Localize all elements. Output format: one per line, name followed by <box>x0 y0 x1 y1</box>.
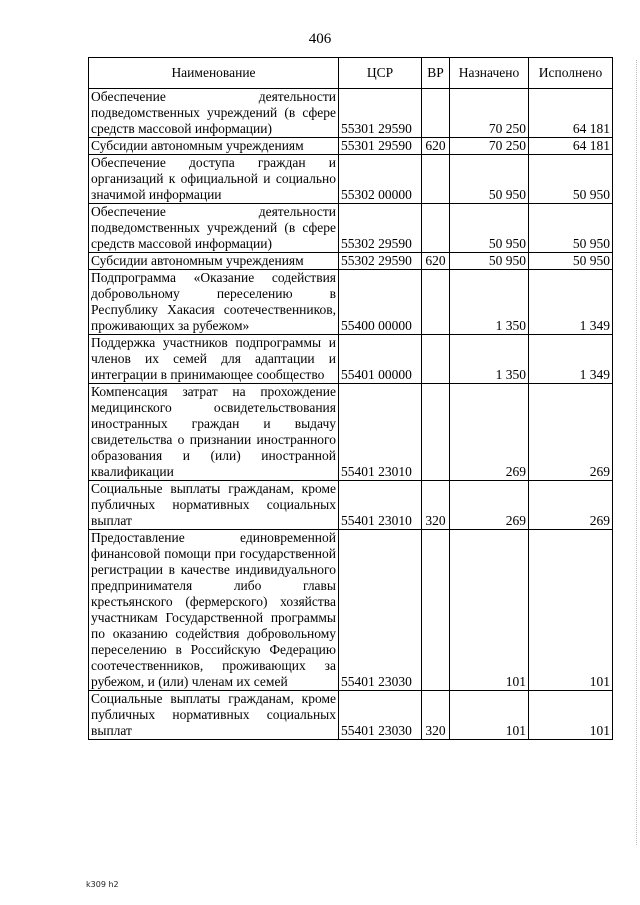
header-executed: Исполнено <box>529 58 613 89</box>
row-executed: 50 950 <box>529 155 613 204</box>
row-vr <box>422 89 450 138</box>
row-csr: 55302 29590 <box>339 253 422 270</box>
row-executed: 1 349 <box>529 270 613 335</box>
table-row <box>89 481 613 530</box>
table-row <box>89 253 613 270</box>
row-executed: 64 181 <box>529 138 613 155</box>
row-assigned: 269 <box>450 481 529 530</box>
row-csr: 55401 23030 <box>339 530 422 691</box>
header-name: Наименование <box>89 58 339 89</box>
row-vr <box>422 155 450 204</box>
row-csr: 55401 23010 <box>339 384 422 481</box>
row-name: Субсидии автономным учреждениям <box>89 253 339 270</box>
row-vr <box>422 384 450 481</box>
header-assigned: Назначено <box>450 58 529 89</box>
row-assigned: 269 <box>450 384 529 481</box>
row-vr <box>422 530 450 691</box>
row-vr <box>422 204 450 253</box>
row-name: Обеспечение деятельности подведомственных учреждений (в сфере средств массовой информации) <box>89 204 339 253</box>
row-assigned: 50 950 <box>450 155 529 204</box>
page-edge-divider <box>635 60 637 845</box>
table-row <box>89 270 613 335</box>
row-assigned: 1 350 <box>450 270 529 335</box>
row-csr: 55301 29590 <box>339 138 422 155</box>
row-executed: 1 349 <box>529 335 613 384</box>
row-name: Поддержка участников подпрограммы и членов их семей для адаптации и интеграции в принимающее сообщество <box>89 335 339 384</box>
table-body <box>89 89 613 740</box>
row-vr <box>422 270 450 335</box>
row-name: Подпрограмма «Оказание содействия добровольному переселению в Республику Хакасия соотечественников, проживающих за рубежом» <box>89 270 339 335</box>
row-name: Компенсация затрат на прохождение медицинского освидетельствования иностранных граждан и выдачу свидетельства о признании иностранного образования и (или) иностранной квалификации <box>89 384 339 481</box>
row-executed: 64 181 <box>529 89 613 138</box>
row-assigned: 50 950 <box>450 204 529 253</box>
row-name: Предоставление единовременной финансовой помощи при государственной регистрации в качестве индивидуального предпринимателя либо главы крестьянского (фермерского) хозяйства участникам Государственной программы по оказанию содействия добровольному переселению в Российскую Федерацию соотечественников, проживающих за рубежом, и (или) членам их семей <box>89 530 339 691</box>
row-csr: 55401 23030 <box>339 691 422 740</box>
row-csr: 55401 00000 <box>339 335 422 384</box>
row-vr: 320 <box>422 481 450 530</box>
row-vr: 620 <box>422 138 450 155</box>
row-name: Обеспечение доступа граждан и организаций к официальной и социально значимой информации <box>89 155 339 204</box>
row-vr: 320 <box>422 691 450 740</box>
row-name: Субсидии автономным учреждениям <box>89 138 339 155</box>
header-vr: ВР <box>422 58 450 89</box>
row-assigned: 101 <box>450 530 529 691</box>
row-assigned: 101 <box>450 691 529 740</box>
row-assigned: 70 250 <box>450 138 529 155</box>
row-name: Обеспечение деятельности подведомственных учреждений (в сфере средств массовой информации) <box>89 89 339 138</box>
row-csr: 55302 00000 <box>339 155 422 204</box>
row-vr: 620 <box>422 253 450 270</box>
table-row <box>89 89 613 138</box>
row-name: Социальные выплаты гражданам, кроме публичных нормативных социальных выплат <box>89 481 339 530</box>
row-executed: 50 950 <box>529 253 613 270</box>
row-assigned: 70 250 <box>450 89 529 138</box>
row-assigned: 1 350 <box>450 335 529 384</box>
row-executed: 50 950 <box>529 204 613 253</box>
row-csr: 55401 23010 <box>339 481 422 530</box>
row-executed: 269 <box>529 384 613 481</box>
row-executed: 101 <box>529 691 613 740</box>
row-executed: 101 <box>529 530 613 691</box>
row-name: Социальные выплаты гражданам, кроме публичных нормативных социальных выплат <box>89 691 339 740</box>
table-row <box>89 691 613 740</box>
budget-table <box>88 57 613 740</box>
table-row <box>89 384 613 481</box>
row-csr: 55302 29590 <box>339 204 422 253</box>
row-assigned: 50 950 <box>450 253 529 270</box>
table-header-row <box>89 58 613 89</box>
table-row <box>89 530 613 691</box>
row-csr: 55301 29590 <box>339 89 422 138</box>
header-csr: ЦСР <box>339 58 422 89</box>
page-number: 406 <box>308 31 332 47</box>
footer-code: k309 h2 <box>86 880 119 889</box>
table-row <box>89 155 613 204</box>
row-executed: 269 <box>529 481 613 530</box>
table-row <box>89 138 613 155</box>
table-row <box>89 204 613 253</box>
table-row <box>89 335 613 384</box>
row-vr <box>422 335 450 384</box>
row-csr: 55400 00000 <box>339 270 422 335</box>
